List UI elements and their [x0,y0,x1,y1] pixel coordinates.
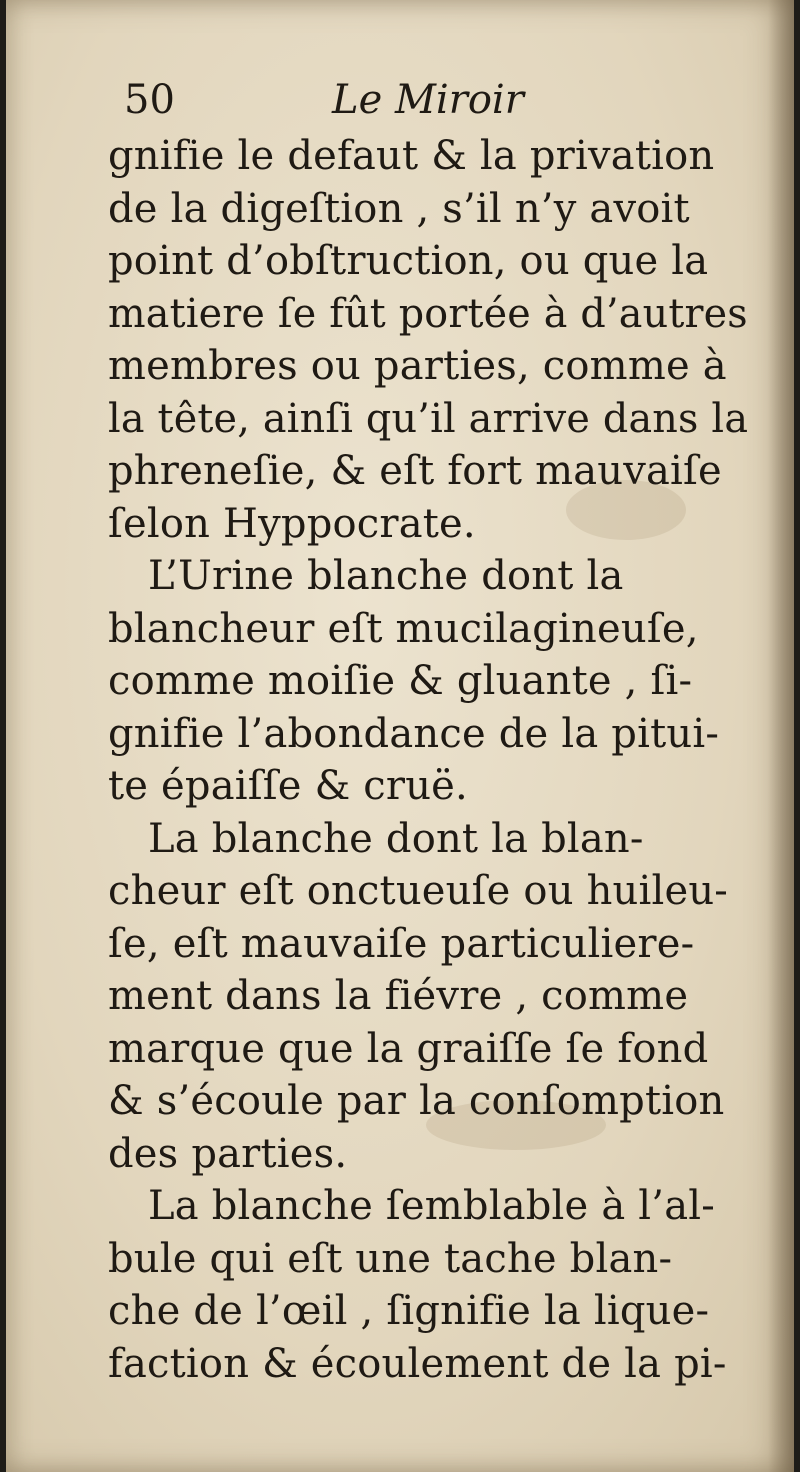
text-line: te épaiſſe & cruë. [108,763,468,809]
text-line: des parties. [108,1130,348,1177]
page-edge-shadow [768,0,794,1472]
text-line: gnifie le defaut & la privation [108,133,715,179]
page-number: 50 [124,77,175,123]
text-line: point d’obſtruction, ou que la [108,238,709,284]
text-line: phreneſie, & eſt fort mauvaiſe [108,448,722,494]
book-page [6,0,794,1472]
text-line: marque que la graiſſe ſe fond [108,1025,709,1072]
paragraph-start-line: La blanche ſemblable à l’al- [148,1183,715,1229]
text-line: blancheur eſt mucilagineuſe, [108,605,699,652]
text-line: ment dans la fiévre , comme [108,973,689,1019]
text-line: matiere ſe fût portée à d’autres [108,290,748,337]
text-line: de la digeſtion , s’il n’y avoit [108,185,690,232]
body-text [108,130,748,1390]
text-line: cheur eſt onctueuſe ou huileu- [108,868,729,914]
text-line: & s’écoule par la conſomption [108,1078,725,1124]
text-line: la tête, ainſi qu’il arrive dans la [108,395,749,442]
text-line: che de l’œil , ſignifie la lique- [108,1288,710,1334]
text-line: faction & écoulement de la pi- [108,1340,727,1387]
paragraph-start-line: L’Urine blanche dont la [148,553,624,599]
page-header [124,72,724,132]
text-line: comme moiſie & gluante , ſi- [108,658,693,704]
running-title: Le Miroir [332,77,524,123]
text-line: ſelon Hyppocrate. [108,500,476,547]
text-line: gnifie l’abondance de la pitui- [108,710,720,757]
text-line: membres ou parties, comme à [108,343,727,389]
text-line: bule qui eſt une tache blan- [108,1235,673,1282]
text-line: ſe, eſt mauvaiſe particuliere- [108,920,695,967]
paragraph-start-line: La blanche dont la blan- [148,815,644,862]
